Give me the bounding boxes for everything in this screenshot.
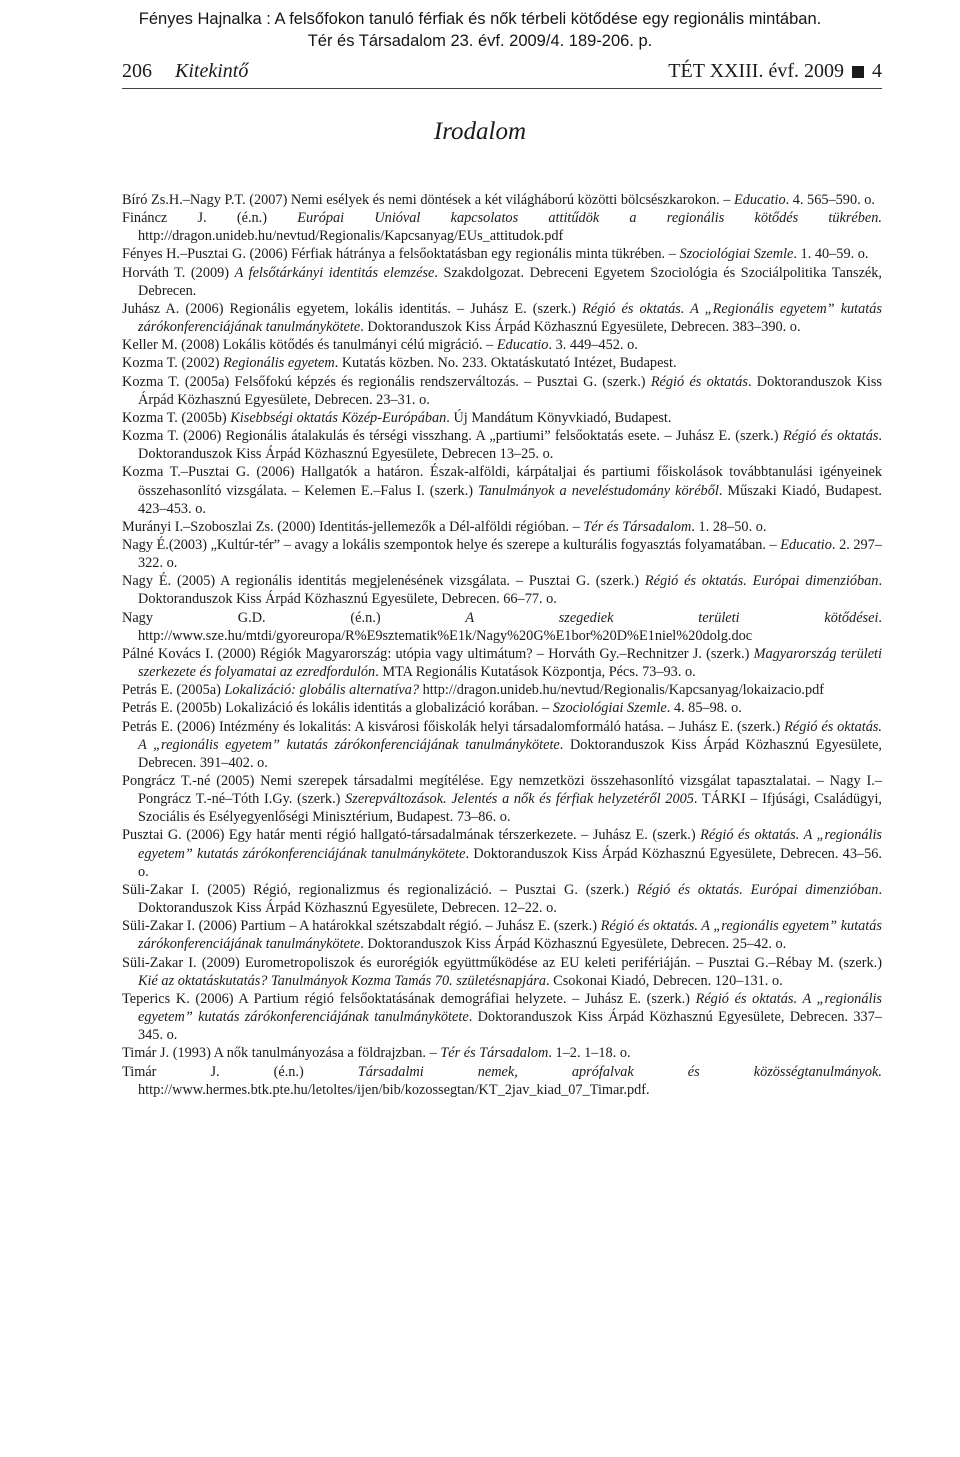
reference-text: Teperics K. (2006) A Partium régió felsőoktatásának demográfiai helyzete. – Juhász E. (szerk.) xyxy=(122,990,696,1007)
reference-title: Kisebbségi oktatás Közép-Európában xyxy=(230,409,447,426)
reference-text: Timár J. (1993) A nők tanulmányozása a földrajzban. – xyxy=(122,1045,441,1062)
reference-item xyxy=(122,300,882,336)
reference-item xyxy=(122,191,882,209)
reference-text: . 1. 40–59. o. xyxy=(793,246,869,263)
reference-title: Tér és Társadalom xyxy=(583,518,692,535)
reference-item xyxy=(122,609,882,645)
reference-text: http://dragon.unideb.hu/nevtud/Regionalis/Kapcsanyag/EUs_attitudok.pdf xyxy=(138,228,564,245)
reference-item xyxy=(122,373,882,409)
issue-number: 4 xyxy=(872,60,882,82)
reference-text: . Műszaki Kiadó, Budapest. 423–453. o. xyxy=(138,482,882,517)
reference-item xyxy=(122,336,882,354)
reference-text: . Doktoranduszok Kiss Árpád Közhasznú Egyesülete, Debrecen. 391–402. o. xyxy=(138,736,882,771)
reference-title: Tér és Társadalom xyxy=(440,1045,549,1062)
reference-text: . 2. 297–322. o. xyxy=(138,536,883,572)
reference-item xyxy=(122,409,882,427)
reference-item xyxy=(122,990,882,1044)
reference-title: Társadalmi nemek, aprófalvak és közösségtanulmányok. xyxy=(357,1063,882,1080)
section-title: Irodalom xyxy=(433,118,527,145)
reference-title: A felsőtárkányi identitás elemzése xyxy=(234,264,435,281)
reference-text: . Doktoranduszok Kiss Árpád Közhasznú Egyesülete, Debrecen. 383–390. o. xyxy=(360,319,801,336)
reference-text: Nagy É.(2003) „Kultúr-tér” – avagy a lokális szempontok helye és szerepe a kulturális fogyasztás folyamatában. – xyxy=(122,536,781,553)
reference-item xyxy=(122,1063,882,1099)
reference-item xyxy=(122,245,882,263)
reference-title: Kié az oktatáskutatás? Tanulmányok Kozma Tamás 70. születésnapjára xyxy=(138,972,547,989)
reference-item xyxy=(122,264,882,300)
reference-item xyxy=(122,1044,882,1062)
reference-text: Süli-Zakar I. (2009) Eurometropoliszok és eurorégiók együttműködése az EU keleti perifériáján. – Pusztai G.–Rébay M. (szerk.) xyxy=(122,954,882,971)
reference-list xyxy=(122,191,882,1099)
reference-item xyxy=(122,954,882,990)
reference-text: . http://www.sze.hu/mtdi/gyoreuropa/R%E9sztematik%E1k/Nagy%20G%E1bor%20D%E1niel%20dolg.doc xyxy=(138,609,882,644)
reference-title: Educatio xyxy=(780,536,832,553)
reference-title: Régió és oktatás xyxy=(782,428,879,445)
reference-text: Pusztai G. (2006) Egy határ menti régió hallgató-társadalmának térszerkezete. – Juhász E. (szerk.) xyxy=(122,827,701,844)
reference-title: Régió és oktatás. A „regionális egyetem” kutatás zárókonferenciájának tanulmánykötete xyxy=(138,827,882,862)
reference-text: Kozma T. (2002) xyxy=(122,355,224,372)
reference-text: Kozma T.–Pusztai G. (2006) Hallgatók a határon. Észak-alföldi, kárpátaljai és partiumi főiskolások továbbtanulási igényeinek összehasonlító vizsgálata. – Kelemen E.–Falus I. (szerk.) xyxy=(122,464,882,499)
reference-title: Educatio xyxy=(733,192,786,208)
reference-text: . 3. 449–452. o. xyxy=(548,337,638,354)
reference-title: Regionális egyetem xyxy=(223,355,335,372)
reference-text: Juhász A. (2006) Regionális egyetem, lokális identitás. – Juhász E. (szerk.) xyxy=(122,300,583,317)
reference-text: . Doktoranduszok Kiss Árpád Közhasznú Egyesülete, Debrecen. 43–56. o. xyxy=(138,845,882,880)
reference-item xyxy=(122,209,882,245)
reference-item xyxy=(122,881,882,917)
running-head-section: Kitekintő xyxy=(175,60,249,82)
reference-text: Kozma T. (2005a) Felsőfokú képzés és regionális rendszerváltozás. – Pusztai G. (szerk.) xyxy=(122,373,651,390)
reference-text: . Doktoranduszok Kiss Árpád Közhasznú Egyesülete, Debrecen. 25–42. o. xyxy=(360,936,787,953)
reference-text: . Doktoranduszok Kiss Árpád Közhasznú Egyesülete, Debrecen. 337–345. o. xyxy=(138,1009,882,1044)
reference-item xyxy=(122,917,882,953)
journal-name: TÉT XXIII. évf. 2009 xyxy=(668,60,844,82)
reference-title: A szegediek területi kötődései xyxy=(465,609,879,626)
reference-text: . 4. 565–590. o. xyxy=(785,192,875,208)
running-head xyxy=(122,58,882,89)
reference-item xyxy=(122,699,882,717)
reference-text: Kozma T. (2006) Regionális átalakulás és térségi visszhang. A „partiumi” felsőoktatás esete. – Juhász E. (szerk.) xyxy=(122,428,783,445)
reference-text: Horváth T. (2009) xyxy=(122,264,235,281)
reference-title: Szociológiai Szemle xyxy=(552,700,667,717)
running-head-right xyxy=(668,60,882,83)
reference-text: Pongrácz T.-né (2005) Nemi szerepek társadalmi megítélése. Egy nemzetközi összehasonlító vizsgálat tapasztalatai. – Nagy I.–Pongrácz T.-né–Tóth I.Gy. (szerk.) xyxy=(122,773,882,808)
reference-text: Bíró Zs.H.–Nagy P.T. (2007) Nemi esélyek és nemi döntések a két világháború közötti bölcsészkarokon. – xyxy=(122,192,734,208)
citation-line-2: Tér és Társadalom 23. évf. 2009/4. 189-206. p. xyxy=(307,32,653,50)
reference-text: Süli-Zakar I. (2005) Régió, regionalizmus és regionalizáció. – Pusztai G. (szerk.) xyxy=(122,881,637,898)
running-head-left xyxy=(122,60,248,83)
reference-text: http://www.hermes.btk.pte.hu/letoltes/ijen/bib/kozossegtan/KT_2jav_kiad_07_Timar.pdf. xyxy=(138,1081,650,1098)
reference-text: Murányi I.–Szoboszlai Zs. (2000) Identitás-jellemezők a Dél-alföldi régióban. – xyxy=(122,518,584,535)
reference-title: Magyarország területi szerkezete és folyamatai az ezredfordulón xyxy=(138,645,882,681)
reference-title: Educatio xyxy=(496,337,549,354)
reference-item xyxy=(122,536,882,572)
reference-text: . Új Mandátum Könyvkiadó, Budapest. xyxy=(446,409,672,426)
reference-text: . Doktoranduszok Kiss Árpád Közhasznú Egyesülete, Debrecen. 23–31. o. xyxy=(138,373,882,408)
reference-text: . Doktoranduszok Kiss Árpád Közhasznú Egyesülete, Debrecen. 66–77. o. xyxy=(138,573,883,608)
reference-text: Fináncz J. (é.n.) xyxy=(122,210,298,227)
reference-text: . 4. 85–98. o. xyxy=(666,700,742,717)
reference-text: http://dragon.unideb.hu/nevtud/Regionalis/Kapcsanyag/lokaizacio.pdf xyxy=(419,682,825,699)
reference-title: Európai Unióval kapcsolatos attitűdök a regionális kötődés tükrében. xyxy=(297,210,882,227)
reference-item xyxy=(122,572,882,608)
filled-square-icon xyxy=(852,66,864,78)
reference-title: Régió és oktatás. A „regionális egyetem” kutatás zárókonferenciájának tanulmánykötete xyxy=(138,918,882,953)
reference-text: . Doktoranduszok Kiss Árpád Közhasznú Egyesülete, Debrecen 13–25. o. xyxy=(138,428,882,463)
citation-line-1: Fényes Hajnalka : A felsőfokon tanuló férfiak és nők térbeli kötődése egy regionális mintában. xyxy=(138,10,822,28)
reference-title: Régió és oktatás xyxy=(650,373,748,390)
citation-header xyxy=(0,8,960,52)
reference-title: Tanulmányok a neveléstudomány köréből xyxy=(478,482,719,499)
reference-item xyxy=(122,354,882,372)
reference-text: . Doktoranduszok Kiss Árpád Közhasznú Egyesülete, Debrecen. 12–22. o. xyxy=(138,881,883,917)
reference-item xyxy=(122,463,882,517)
reference-text: Keller M. (2008) Lokális kötődés és tanulmányi célú migráció. – xyxy=(122,337,497,354)
reference-text: . Kutatás közben. No. 233. Oktatáskutató Intézet, Budapest. xyxy=(334,355,677,372)
reference-item xyxy=(122,681,882,699)
reference-item xyxy=(122,427,882,463)
reference-title: Szerepváltozások. Jelentés a nők és férfiak helyzetéről 2005 xyxy=(345,791,694,808)
reference-text: Timár J. (é.n.) xyxy=(122,1063,358,1080)
reference-title: Lokalizáció: globális alternatíva? xyxy=(224,682,420,699)
reference-text: Nagy É. (2005) A regionális identitás megjelenésének vizsgálata. – Pusztai G. (szerk.) xyxy=(122,573,645,590)
reference-text: . MTA Regionális Kutatások Központja, Pécs. 73–93. o. xyxy=(375,664,696,681)
reference-item xyxy=(122,826,882,880)
reference-text: Nagy G.D. (é.n.) xyxy=(122,609,466,626)
reference-item xyxy=(122,518,882,536)
reference-text: . 1. 28–50. o. xyxy=(691,518,767,535)
reference-title: Régió és oktatás. A „regionális egyetem” kutatás zárókonferenciájának tanulmánykötete xyxy=(138,990,882,1026)
reference-title: Régió és oktatás. A „Regionális egyetem” kutatás zárókonferenciájának tanulmánykötete xyxy=(138,300,882,336)
reference-title: Régió és oktatás. Európai dimenzióban xyxy=(644,573,879,590)
reference-text: Kozma T. (2005b) xyxy=(122,409,231,426)
reference-title: Régió és oktatás. Európai dimenzióban xyxy=(636,881,879,898)
reference-text: . 1–2. 1–18. o. xyxy=(548,1045,631,1062)
reference-title: Szociológiai Szemle xyxy=(679,246,794,263)
reference-item xyxy=(122,718,882,772)
reference-text: . Szakdolgozat. Debreceni Egyetem Szociológia és Szociálpolitika Tanszék, Debrecen. xyxy=(138,264,882,299)
reference-text: Petrás E. (2006) Intézmény és lokalitás: A kisvárosi főiskolák helyi társadalomformáló hatása. – Juhász E. (szerk.) xyxy=(122,718,785,735)
reference-text: Petrás E. (2005a) xyxy=(122,682,225,699)
reference-text: . Csokonai Kiadó, Debrecen. 120–131. o. xyxy=(546,972,783,989)
reference-item xyxy=(122,772,882,826)
reference-text: Petrás E. (2005b) Lokalizáció és lokális identitás a globalizáció korában. – xyxy=(122,700,553,717)
reference-title: Régió és oktatás. A „regionális egyetem” kutatás zárókonferenciájának tanulmánykötete xyxy=(138,718,883,753)
reference-item xyxy=(122,645,882,681)
reference-text: Süli-Zakar I. (2006) Partium – A határokkal szétszabdalt régió. – Juhász E. (szerk.) xyxy=(122,918,601,935)
page-number: 206 xyxy=(122,60,152,82)
reference-text: Pálné Kovács I. (2000) Régiók Magyarország: utópia vagy ultimátum? – Horváth Gy.–Rechnitzer J. (szerk.) xyxy=(122,645,754,662)
reference-text: . TÁRKI – Ifjúsági, Családügyi, Szociális és Esélyegyenlőségi Minisztérium, Budapest. 73–86. o. xyxy=(138,791,882,826)
reference-text: Fényes H.–Pusztai G. (2006) Férfiak hátránya a felsőoktatásban egy regionális minta tükrében. – xyxy=(122,246,680,263)
